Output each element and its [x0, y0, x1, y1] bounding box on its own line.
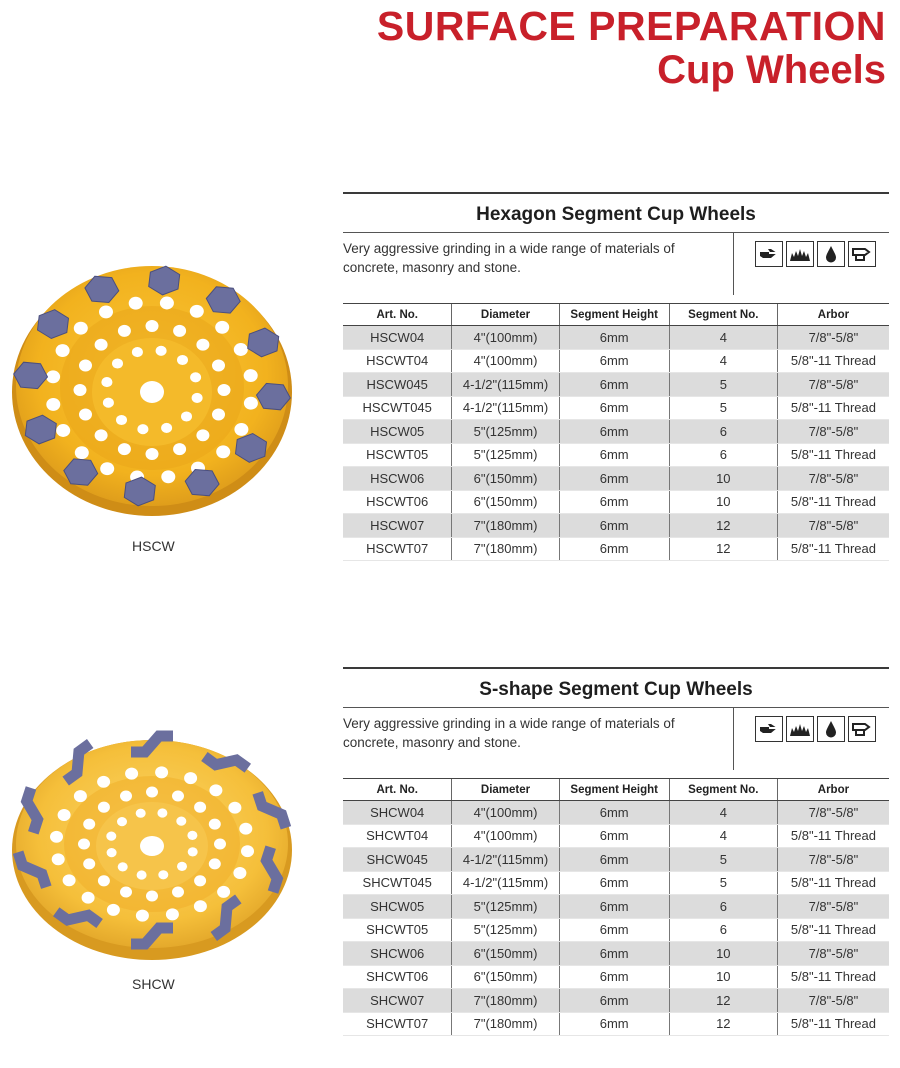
wheel-hole	[212, 409, 225, 421]
wheel-hole	[239, 823, 252, 835]
wheel-hole	[136, 910, 149, 922]
cell-segment-no: 10	[669, 490, 777, 514]
cell-diameter: 4"(100mm)	[452, 349, 559, 373]
description-row	[343, 708, 889, 770]
s-shape-segment	[56, 912, 99, 924]
table-row	[343, 396, 889, 420]
col-arbor: Arbor	[777, 304, 889, 326]
wheel-hole	[209, 819, 221, 830]
cell-segment-no: 4	[669, 801, 777, 825]
cell-diameter: 4"(100mm)	[452, 824, 559, 848]
table-row	[343, 942, 889, 966]
wheel-hole	[215, 321, 229, 334]
cell-segment-height: 6mm	[559, 443, 669, 467]
cell-segment-no: 5	[669, 848, 777, 872]
cell-arbor: 7/8"-5/8"	[777, 942, 889, 966]
wheel-hole	[157, 808, 167, 817]
cell-arbor: 7/8"-5/8"	[777, 895, 889, 919]
cell-art-no: SHCWT045	[343, 871, 452, 895]
table-row	[343, 467, 889, 491]
vertical-divider	[733, 708, 734, 770]
wheel-hole	[244, 369, 258, 382]
wheel-hole	[103, 398, 114, 408]
cell-diameter: 7"(180mm)	[452, 989, 559, 1013]
wheel-hole	[100, 462, 114, 475]
cell-diameter: 5"(125mm)	[452, 420, 559, 444]
wheel-hole	[46, 398, 60, 411]
cell-art-no: HSCW06	[343, 467, 452, 491]
table-row	[343, 989, 889, 1013]
wheel-hole	[58, 809, 71, 821]
cell-segment-height: 6mm	[559, 373, 669, 397]
wheel-hole	[56, 424, 70, 437]
wheel-hole	[74, 790, 87, 802]
saw-blade-icon	[786, 716, 814, 742]
wheel-hole	[98, 875, 110, 886]
wheel-hole	[160, 297, 174, 310]
cell-diameter: 4"(100mm)	[452, 326, 559, 350]
wheel-hole	[52, 853, 65, 865]
wheel-hole	[214, 838, 226, 849]
col-segment-no: Segment No.	[669, 304, 777, 326]
wheel-hole	[95, 429, 108, 441]
wheel-hole	[117, 817, 127, 826]
cell-segment-no: 12	[669, 537, 777, 561]
spec-table	[343, 303, 889, 561]
wheel-hole	[75, 446, 89, 459]
wheel-hole	[146, 890, 158, 901]
cell-segment-no: 6	[669, 443, 777, 467]
water-drop-icon	[817, 241, 845, 267]
cell-segment-height: 6mm	[559, 871, 669, 895]
wheel-hole	[98, 802, 110, 813]
cell-art-no: HSCWT07	[343, 537, 452, 561]
col-segment-height: Segment Height	[559, 779, 669, 801]
wheel-hole	[82, 892, 95, 904]
section-description: Very aggressive grinding in a wide range of materials of concrete, masonry and stone.	[343, 716, 675, 750]
cell-diameter: 7"(180mm)	[452, 1012, 559, 1036]
cell-segment-height: 6mm	[559, 965, 669, 989]
wheel-hole	[187, 831, 197, 840]
cell-diameter: 4"(100mm)	[452, 801, 559, 825]
cell-segment-height: 6mm	[559, 396, 669, 420]
table-row	[343, 848, 889, 872]
cell-diameter: 5"(125mm)	[452, 895, 559, 919]
wheel-hole	[50, 831, 63, 843]
col-segment-no: Segment No.	[669, 779, 777, 801]
cell-segment-height: 6mm	[559, 349, 669, 373]
cell-arbor: 5/8"-11 Thread	[777, 396, 889, 420]
cell-diameter: 6"(150mm)	[452, 490, 559, 514]
wheel-hole	[234, 343, 248, 356]
cell-segment-height: 6mm	[559, 989, 669, 1013]
table-row	[343, 965, 889, 989]
wheel-hole	[63, 874, 76, 886]
wheel-hole	[146, 320, 159, 332]
table-row	[343, 420, 889, 444]
wheel-hole	[158, 870, 168, 879]
cell-arbor: 7/8"-5/8"	[777, 989, 889, 1013]
cell-arbor: 7/8"-5/8"	[777, 326, 889, 350]
cell-segment-height: 6mm	[559, 942, 669, 966]
wheel-hole	[241, 845, 254, 857]
cell-diameter: 6"(150mm)	[452, 467, 559, 491]
wheel-hole	[192, 393, 203, 403]
cell-arbor: 5/8"-11 Thread	[777, 349, 889, 373]
col-segment-height: Segment Height	[559, 304, 669, 326]
wheel-hole	[209, 858, 221, 869]
wheel-hole	[116, 415, 127, 425]
cell-segment-no: 6	[669, 420, 777, 444]
cell-arbor: 7/8"-5/8"	[777, 514, 889, 538]
table-row	[343, 349, 889, 373]
cell-arbor: 5/8"-11 Thread	[777, 443, 889, 467]
wheel-hole	[194, 875, 206, 886]
cell-arbor: 5/8"-11 Thread	[777, 871, 889, 895]
cell-segment-no: 10	[669, 467, 777, 491]
cell-art-no: SHCW06	[343, 942, 452, 966]
wheel-hole	[56, 344, 70, 357]
cell-segment-no: 12	[669, 1012, 777, 1036]
page-title	[377, 4, 886, 92]
wheel-hole	[106, 832, 116, 841]
cell-art-no: SHCW04	[343, 801, 452, 825]
wheel-hole	[79, 409, 92, 421]
wheel-hole	[177, 355, 188, 365]
cell-diameter: 4-1/2"(115mm)	[452, 871, 559, 895]
shcw-caption: SHCW	[132, 976, 175, 992]
cell-diameter: 5"(125mm)	[452, 443, 559, 467]
cell-segment-no: 12	[669, 989, 777, 1013]
cell-arbor: 5/8"-11 Thread	[777, 824, 889, 848]
table-row	[343, 514, 889, 538]
table-row	[343, 871, 889, 895]
wheel-hole	[146, 786, 158, 797]
description-row	[343, 233, 889, 295]
title-line-2: Cup Wheels	[657, 48, 886, 92]
cell-arbor: 7/8"-5/8"	[777, 848, 889, 872]
cell-segment-no: 6	[669, 895, 777, 919]
wheel-hole	[188, 847, 198, 856]
wheel-hole	[194, 900, 207, 912]
wheel-hole	[156, 346, 167, 356]
wheel-hole	[107, 904, 120, 916]
wheel-hole	[217, 886, 230, 898]
title-line-1: SURFACE PREPARATION	[376, 3, 886, 49]
wheel-hole	[196, 339, 209, 351]
wheel-hole	[118, 862, 128, 871]
wheel-hole	[155, 766, 168, 778]
wheel-hole	[137, 870, 147, 879]
wheel-hole	[95, 339, 108, 351]
wheel-hole	[173, 443, 186, 455]
cell-segment-height: 6mm	[559, 801, 669, 825]
wheel-hole	[181, 411, 192, 421]
wheel-hole	[233, 867, 246, 879]
cell-segment-no: 5	[669, 396, 777, 420]
spec-table	[343, 778, 889, 1036]
cell-segment-height: 6mm	[559, 824, 669, 848]
cell-segment-height: 6mm	[559, 490, 669, 514]
hscw-caption: HSCW	[132, 538, 175, 554]
cell-art-no: SHCWT05	[343, 918, 452, 942]
cell-art-no: HSCWT04	[343, 349, 452, 373]
cell-art-no: SHCW05	[343, 895, 452, 919]
wheel-hole	[132, 347, 143, 357]
cell-segment-no: 4	[669, 824, 777, 848]
cell-segment-no: 10	[669, 965, 777, 989]
wheel-hole	[216, 445, 230, 458]
cell-segment-height: 6mm	[559, 1012, 669, 1036]
wheel-hole	[74, 384, 87, 396]
wheel-hole	[46, 370, 60, 383]
cell-segment-height: 6mm	[559, 537, 669, 561]
pointing-hand-icon	[755, 716, 783, 742]
cell-segment-height: 6mm	[559, 467, 669, 491]
wheel-hole	[177, 862, 187, 871]
cell-segment-no: 5	[669, 373, 777, 397]
table-row	[343, 824, 889, 848]
wheel-hole	[196, 429, 209, 441]
wheel-hole	[194, 802, 206, 813]
cell-segment-height: 6mm	[559, 326, 669, 350]
table-row	[343, 895, 889, 919]
cell-arbor: 5/8"-11 Thread	[777, 537, 889, 561]
table-row	[343, 490, 889, 514]
application-icons	[755, 241, 876, 267]
wheel-hole	[137, 424, 148, 434]
cell-art-no: HSCW05	[343, 420, 452, 444]
hexagon-cup-wheel-image	[6, 252, 298, 524]
col-arbor: Arbor	[777, 779, 889, 801]
wheel-hole	[190, 372, 201, 382]
wheel-hole	[107, 848, 117, 857]
cell-diameter: 6"(150mm)	[452, 942, 559, 966]
table-row	[343, 801, 889, 825]
wheel-hole	[120, 790, 132, 801]
col-art-no: Art. No.	[343, 304, 452, 326]
cell-diameter: 7"(180mm)	[452, 537, 559, 561]
table-row	[343, 537, 889, 561]
cell-art-no: SHCWT04	[343, 824, 452, 848]
cell-diameter: 4-1/2"(115mm)	[452, 396, 559, 420]
wheel-hole	[176, 817, 186, 826]
wheel-hole	[78, 838, 90, 849]
table-row	[343, 918, 889, 942]
cell-art-no: SHCW045	[343, 848, 452, 872]
saw-blade-icon	[786, 241, 814, 267]
wheel-hole	[161, 470, 175, 483]
table-row	[343, 373, 889, 397]
wheel-hole	[79, 360, 92, 372]
cell-arbor: 5/8"-11 Thread	[777, 965, 889, 989]
wheel-hole	[212, 360, 225, 372]
cell-art-no: HSCW04	[343, 326, 452, 350]
wheel-hole	[172, 790, 184, 801]
cell-diameter: 4-1/2"(115mm)	[452, 848, 559, 872]
cell-arbor: 7/8"-5/8"	[777, 373, 889, 397]
s-shape-segment	[204, 757, 247, 769]
cell-diameter: 6"(150mm)	[452, 965, 559, 989]
cell-segment-height: 6mm	[559, 514, 669, 538]
pointing-hand-icon	[755, 241, 783, 267]
wheel-hole	[146, 448, 159, 460]
cell-segment-height: 6mm	[559, 918, 669, 942]
cell-segment-no: 5	[669, 871, 777, 895]
cell-segment-height: 6mm	[559, 895, 669, 919]
section-description: Very aggressive grinding in a wide range of materials of concrete, masonry and stone.	[343, 241, 675, 275]
cell-segment-no: 12	[669, 514, 777, 538]
wheel-hole	[244, 397, 258, 410]
wheel-hole	[228, 802, 241, 814]
wheel-hole	[99, 305, 113, 318]
cell-arbor: 5/8"-11 Thread	[777, 490, 889, 514]
cell-arbor: 7/8"-5/8"	[777, 801, 889, 825]
wheel-hole	[118, 325, 131, 337]
cell-art-no: HSCWT06	[343, 490, 452, 514]
table-header-row	[343, 304, 889, 326]
section-heading: Hexagon Segment Cup Wheels	[476, 204, 756, 225]
wheel-hole	[112, 358, 123, 368]
wheel-hole	[83, 819, 95, 830]
cell-segment-no: 6	[669, 918, 777, 942]
section-heading: S-shape Segment Cup Wheels	[479, 679, 753, 700]
cell-art-no: HSCW07	[343, 514, 452, 538]
wheel-hole	[83, 858, 95, 869]
col-art-no: Art. No.	[343, 779, 452, 801]
clamp-tool-icon	[848, 241, 876, 267]
spec-table-body	[343, 326, 889, 561]
wheel-hole	[209, 784, 222, 796]
cell-diameter: 7"(180mm)	[452, 514, 559, 538]
wheel-hole	[161, 423, 172, 433]
vertical-divider	[733, 233, 734, 295]
spec-table-body	[343, 801, 889, 1036]
wheel-hole	[173, 325, 186, 337]
cell-art-no: HSCWT045	[343, 396, 452, 420]
cell-segment-no: 10	[669, 942, 777, 966]
cell-segment-no: 4	[669, 349, 777, 373]
cell-arbor: 5/8"-11 Thread	[777, 1012, 889, 1036]
cell-arbor: 5/8"-11 Thread	[777, 918, 889, 942]
col-diameter: Diameter	[452, 779, 559, 801]
cell-segment-height: 6mm	[559, 420, 669, 444]
wheel-hole	[166, 908, 179, 920]
application-icons	[755, 716, 876, 742]
cell-diameter: 5"(125mm)	[452, 918, 559, 942]
cell-diameter: 4-1/2"(115mm)	[452, 373, 559, 397]
wheel-hole	[97, 776, 110, 788]
wheel-hole	[129, 297, 143, 310]
cell-art-no: HSCW045	[343, 373, 452, 397]
wheel-hole	[101, 377, 112, 387]
cell-art-no: SHCWT07	[343, 1012, 452, 1036]
cell-art-no: SHCWT06	[343, 965, 452, 989]
col-diameter: Diameter	[452, 304, 559, 326]
wheel-hole	[136, 809, 146, 818]
cell-segment-height: 6mm	[559, 848, 669, 872]
cell-segment-no: 4	[669, 326, 777, 350]
wheel-hole	[120, 886, 132, 897]
wheel-hole	[190, 305, 204, 318]
wheel-hole	[184, 772, 197, 784]
water-drop-icon	[817, 716, 845, 742]
table-row	[343, 443, 889, 467]
cell-arbor: 7/8"-5/8"	[777, 467, 889, 491]
s-shape-cup-wheel-image	[6, 716, 302, 966]
s-shape-section	[343, 667, 889, 1036]
wheel-hole	[74, 322, 88, 335]
table-row	[343, 326, 889, 350]
table-header-row	[343, 779, 889, 801]
wheel-hole	[234, 423, 248, 436]
cell-art-no: HSCWT05	[343, 443, 452, 467]
hexagon-section	[343, 192, 889, 561]
clamp-tool-icon	[848, 716, 876, 742]
wheel-hole	[172, 886, 184, 897]
wheel-hole	[218, 384, 231, 396]
cell-art-no: SHCW07	[343, 989, 452, 1013]
wheel-hole	[118, 443, 131, 455]
cell-arbor: 7/8"-5/8"	[777, 420, 889, 444]
wheel-hole	[125, 768, 138, 780]
table-row	[343, 1012, 889, 1036]
